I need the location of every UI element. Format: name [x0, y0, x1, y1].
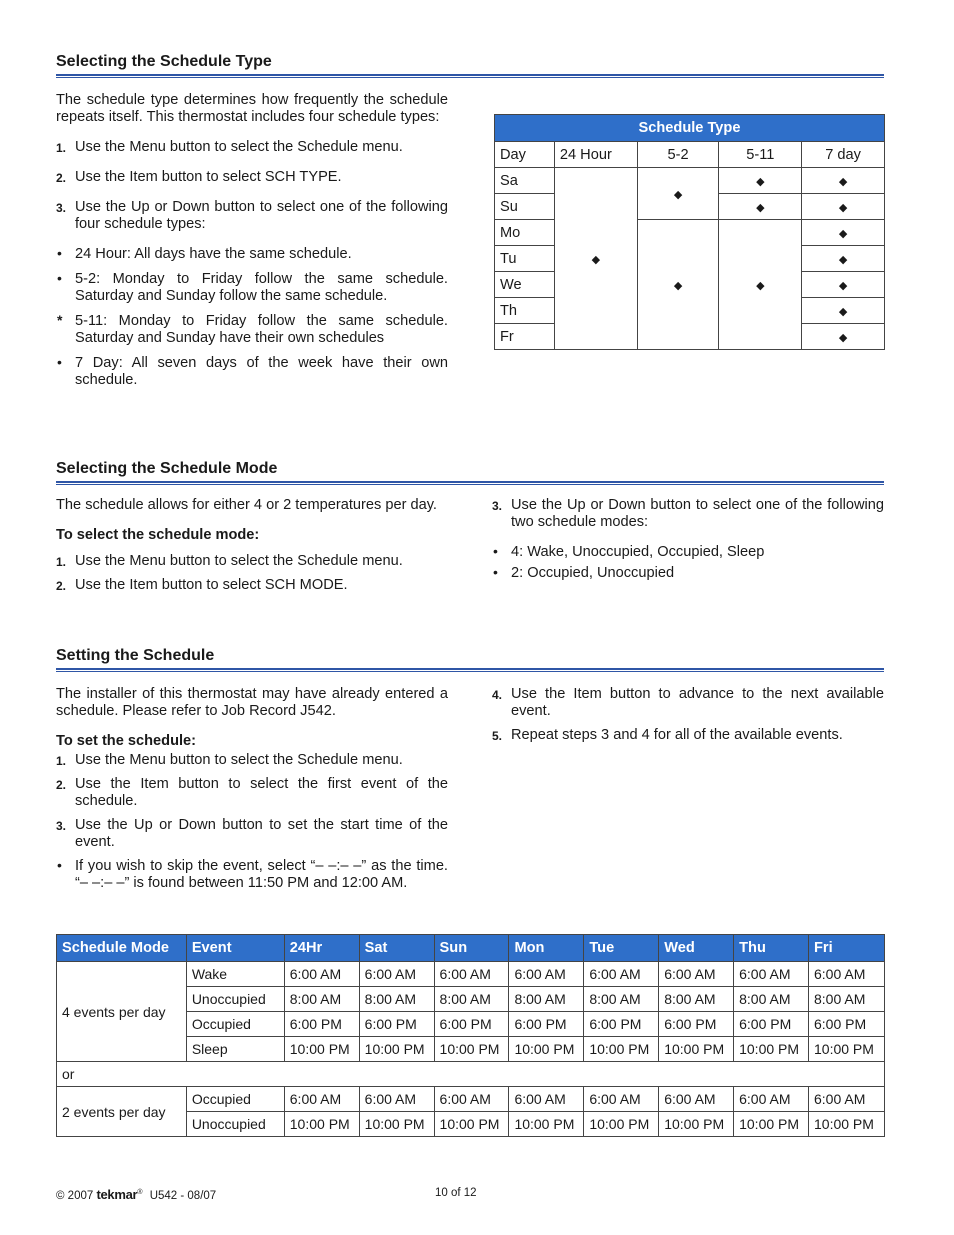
event-cell: Sleep: [186, 1037, 284, 1062]
col-header: 24Hr: [284, 935, 359, 962]
two-events-rows: [57, 1087, 885, 1137]
document-code: U542 - 08/07: [149, 1190, 217, 1202]
step-item: 1. Use the Menu button to select the Schedule menu.: [56, 752, 403, 768]
event-cell: Occupied: [186, 1012, 284, 1037]
time-cell: 6:00 AM: [284, 962, 359, 987]
mark-5-11-su: ◆: [719, 194, 802, 220]
bullet-item: • If you wish to skip the event, select “– –:– –” as the time. “– –:– –” is found between 11:50 PM and 12:00 AM.: [57, 857, 448, 891]
mark-5-2-weekday: ◆: [637, 220, 719, 350]
time-cell: 6:00 AM: [734, 962, 809, 987]
time-cell: 10:00 PM: [509, 1037, 584, 1062]
step-item: 2. Use the Item button to select SCH TYPE.: [56, 169, 342, 185]
time-cell: 10:00 PM: [284, 1112, 359, 1137]
bullet-item: • 5-2: Monday to Friday follow the same schedule. Saturday and Sunday follow the same schedule.: [57, 270, 448, 304]
bullet-item: • 2: Occupied, Unoccupied: [493, 564, 675, 581]
step-item: 4. Use the Item button to advance to the next available event.: [492, 686, 884, 719]
col-header: Tue: [584, 935, 659, 962]
setting-right: [492, 686, 884, 744]
registered-mark: ®: [137, 1189, 143, 1197]
section-header-setting-schedule: [56, 647, 884, 672]
time-cell: 6:00 AM: [359, 1087, 434, 1112]
section-title: Selecting the Schedule Type: [56, 53, 272, 70]
section-rule: [56, 74, 884, 78]
time-cell: 10:00 PM: [734, 1112, 809, 1137]
step-item: 1. Use the Menu button to select the Schedule menu.: [56, 553, 403, 569]
col-header-5-2: 5-2: [637, 142, 719, 168]
event-cell: Wake: [186, 962, 284, 987]
section-title: Setting the Schedule: [56, 647, 215, 664]
table-row: [57, 962, 885, 987]
time-cell: 6:00 AM: [809, 962, 885, 987]
mark-7day-fr: ◆: [802, 324, 885, 350]
bullet-item: • 7 Day: All seven days of the week have their own schedule.: [57, 354, 448, 388]
time-cell: 8:00 AM: [434, 987, 509, 1012]
intro-paragraph: The schedule allows for either 4 or 2 temperatures per day.: [56, 497, 437, 513]
time-cell: 6:00 PM: [584, 1012, 659, 1037]
day-cell: Sa: [495, 168, 555, 194]
mark-7day-tu: ◆: [802, 246, 885, 272]
col-header: Thu: [734, 935, 809, 962]
time-cell: 6:00 AM: [509, 1087, 584, 1112]
mark-7day-th: ◆: [802, 298, 885, 324]
time-cell: 6:00 PM: [734, 1012, 809, 1037]
step-item: 2. Use the Item button to select SCH MODE.: [56, 577, 348, 593]
section-header-schedule-type: [56, 53, 884, 78]
mark-7day-sa: ◆: [802, 168, 885, 194]
time-cell: 6:00 AM: [659, 1087, 734, 1112]
time-cell: 10:00 PM: [584, 1112, 659, 1137]
section-title: Selecting the Schedule Mode: [56, 460, 278, 477]
time-cell: 6:00 AM: [809, 1087, 885, 1112]
time-cell: 6:00 AM: [734, 1087, 809, 1112]
or-separator: or: [57, 1062, 885, 1087]
step-item: 3. Use the Up or Down button to select one of the following two schedule modes:: [492, 497, 884, 530]
day-cell: Th: [495, 298, 555, 324]
subheading: To set the schedule:: [56, 733, 197, 749]
time-cell: 6:00 AM: [284, 1087, 359, 1112]
schedule-mode-right: [492, 497, 884, 582]
section-rule: [56, 481, 884, 485]
day-cell: Su: [495, 194, 555, 220]
schedule-mode-table: [56, 934, 885, 1137]
step-item: 5. Repeat steps 3 and 4 for all of the available events.: [492, 727, 843, 743]
col-header-24hour: 24 Hour: [554, 142, 637, 168]
page-number: 10 of 12: [435, 1187, 477, 1199]
time-cell: 10:00 PM: [809, 1037, 885, 1062]
col-header: Schedule Mode: [57, 935, 187, 962]
day-cell: Mo: [495, 220, 555, 246]
time-cell: 8:00 AM: [584, 987, 659, 1012]
col-header-7day: 7 day: [802, 142, 885, 168]
step-item: 1. Use the Menu button to select the Schedule menu.: [56, 139, 403, 155]
time-cell: 10:00 PM: [284, 1037, 359, 1062]
time-cell: 10:00 PM: [509, 1112, 584, 1137]
schedule-type-table: [494, 114, 885, 350]
time-cell: 6:00 AM: [509, 962, 584, 987]
time-cell: 10:00 PM: [659, 1112, 734, 1137]
time-cell: 8:00 AM: [659, 987, 734, 1012]
time-cell: 6:00 AM: [434, 962, 509, 987]
intro-paragraph: The installer of this thermostat may have already entered a schedule. Please refer to Job Record J542.: [56, 686, 448, 719]
step-item: 3. Use the Up or Down button to set the start time of the event.: [56, 817, 448, 850]
mode-label-cell: 2 events per day: [57, 1087, 187, 1137]
time-cell: 6:00 PM: [359, 1012, 434, 1037]
time-cell: 6:00 PM: [659, 1012, 734, 1037]
time-cell: 8:00 AM: [359, 987, 434, 1012]
time-cell: 6:00 PM: [434, 1012, 509, 1037]
time-cell: 6:00 PM: [809, 1012, 885, 1037]
schedule-type-text: [56, 92, 448, 389]
mark-7day-su: ◆: [802, 194, 885, 220]
col-header: Mon: [509, 935, 584, 962]
time-cell: 6:00 AM: [359, 962, 434, 987]
mark-24hour: ◆: [554, 168, 637, 350]
bullet-item: * 5-11: Monday to Friday follow the same schedule. Saturday and Sunday have their own schedules: [57, 312, 448, 346]
col-header: Wed: [659, 935, 734, 962]
time-cell: 10:00 PM: [359, 1037, 434, 1062]
table-row: [57, 1087, 885, 1112]
event-cell: Unoccupied: [186, 987, 284, 1012]
time-cell: 10:00 PM: [584, 1037, 659, 1062]
time-cell: 10:00 PM: [659, 1037, 734, 1062]
intro-paragraph: The schedule type determines how frequently the schedule repeats itself. This thermostat includes four schedule types:: [56, 92, 448, 125]
mark-7day-mo: ◆: [802, 220, 885, 246]
time-cell: 8:00 AM: [809, 987, 885, 1012]
section-header-schedule-mode: [56, 460, 884, 485]
four-events-rows: [57, 962, 885, 1062]
time-cell: 6:00 PM: [509, 1012, 584, 1037]
time-cell: 8:00 AM: [284, 987, 359, 1012]
col-header-day: Day: [495, 142, 555, 168]
setting-left: [56, 686, 448, 892]
time-cell: 10:00 PM: [734, 1037, 809, 1062]
table-title: Schedule Type: [495, 115, 885, 142]
time-cell: 8:00 AM: [509, 987, 584, 1012]
schedule-mode-left: [56, 497, 448, 594]
footer-left: [56, 1187, 216, 1202]
col-header: Event: [186, 935, 284, 962]
time-cell: 10:00 PM: [434, 1112, 509, 1137]
col-header-5-11: 5-11: [719, 142, 802, 168]
time-cell: 6:00 PM: [284, 1012, 359, 1037]
mark-5-2-weekend: ◆: [637, 168, 719, 220]
time-cell: 8:00 AM: [734, 987, 809, 1012]
mark-7day-we: ◆: [802, 272, 885, 298]
day-cell: Fr: [495, 324, 555, 350]
time-cell: 10:00 PM: [359, 1112, 434, 1137]
step-item: 2. Use the Item button to select the first event of the schedule.: [56, 776, 448, 809]
event-cell: Unoccupied: [186, 1112, 284, 1137]
mark-5-11-sa: ◆: [719, 168, 802, 194]
event-cell: Occupied: [186, 1087, 284, 1112]
mark-5-11-weekday: ◆: [719, 220, 802, 350]
day-cell: Tu: [495, 246, 555, 272]
bullet-item: • 4: Wake, Unoccupied, Occupied, Sleep: [493, 543, 765, 560]
time-cell: 6:00 AM: [659, 962, 734, 987]
time-cell: 6:00 AM: [584, 962, 659, 987]
time-cell: 6:00 AM: [584, 1087, 659, 1112]
tekmar-logo: tekmar: [96, 1187, 138, 1202]
col-header: Sat: [359, 935, 434, 962]
mode-label-cell: 4 events per day: [57, 962, 187, 1062]
time-cell: 10:00 PM: [809, 1112, 885, 1137]
day-cell: We: [495, 272, 555, 298]
section-rule: [56, 668, 884, 672]
col-header: Fri: [809, 935, 885, 962]
step-item: 3. Use the Up or Down button to select one of the following four schedule types:: [56, 199, 448, 232]
col-header: Sun: [434, 935, 509, 962]
time-cell: 10:00 PM: [434, 1037, 509, 1062]
time-cell: 6:00 AM: [434, 1087, 509, 1112]
bullet-item: • 24 Hour: All days have the same schedule.: [57, 245, 352, 262]
copyright: © 2007: [56, 1190, 94, 1202]
subheading: To select the schedule mode:: [56, 527, 260, 543]
